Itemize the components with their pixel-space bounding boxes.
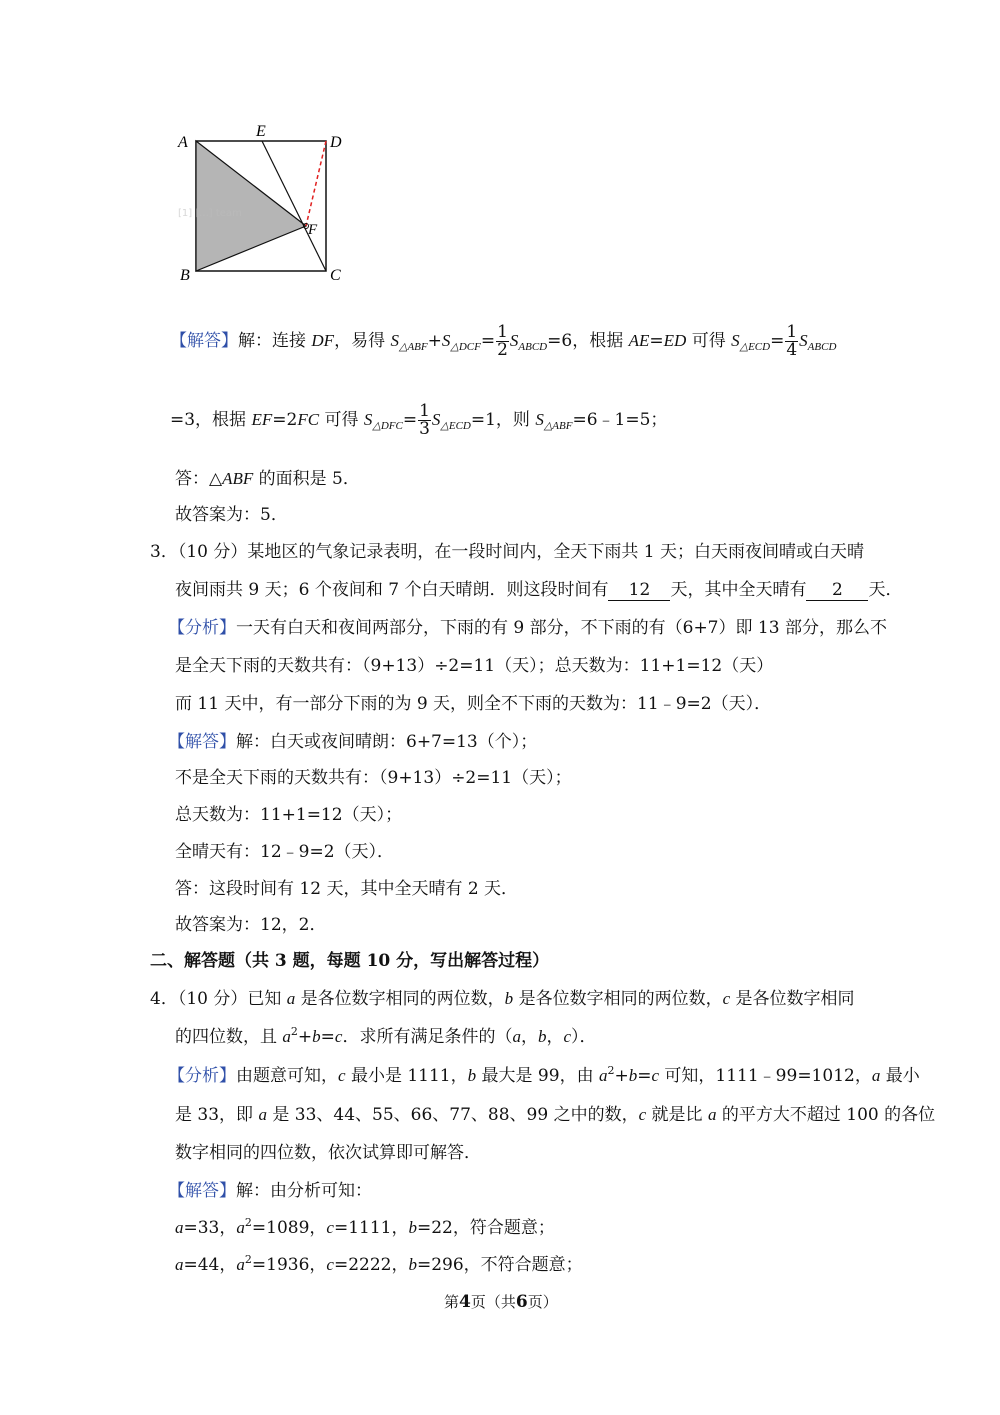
- q3-analysis-line1: [168, 613, 887, 638]
- text: 是 33、44、55、66、77、88、99 之中的数，: [266, 1105, 639, 1125]
- fraction: [418, 403, 431, 438]
- text: +: [427, 331, 442, 351]
- answer-blank-1: 12: [608, 580, 670, 601]
- var-c: c: [651, 1066, 660, 1085]
- text: ）．: [571, 1027, 597, 1047]
- subscript: ABCD: [807, 341, 837, 353]
- fraction-denominator: 4: [786, 340, 798, 360]
- q2-final-answer: 故答案为：5．: [175, 505, 288, 525]
- label-f: F: [308, 222, 318, 238]
- segment-df-dashed: [306, 141, 326, 226]
- text: =3，根据: [170, 410, 252, 430]
- var: ABF: [222, 469, 254, 488]
- q4-analysis-line1: [168, 1061, 920, 1086]
- solution-tag: 【解答】: [170, 331, 238, 351]
- solution-tag: 【解答】: [168, 732, 236, 752]
- text: =1111，: [333, 1218, 409, 1238]
- var-a: a: [258, 1105, 267, 1124]
- superscript: 2: [244, 1253, 252, 1266]
- var: EF: [251, 410, 273, 429]
- var-c: c: [326, 1218, 334, 1237]
- subscript: △ECD: [440, 420, 471, 432]
- text: =6，根据: [547, 331, 629, 351]
- var-a: a: [236, 1218, 245, 1237]
- subscript: △ECD: [739, 341, 771, 353]
- q2-answer: [175, 464, 360, 489]
- text: 的面积是 5．: [253, 469, 360, 489]
- label-b: B: [180, 267, 190, 284]
- text: =: [402, 410, 418, 430]
- text: =33，: [183, 1218, 237, 1238]
- text: 4．（10 分）已知: [150, 989, 287, 1009]
- text: 是各位数字相同的两位数，: [513, 989, 723, 1009]
- q4-solution-row2: [175, 1250, 583, 1275]
- area-symbol: S: [390, 331, 399, 350]
- var-c: c: [563, 1027, 571, 1046]
- area-symbol: S: [799, 331, 808, 350]
- label-e: E: [256, 123, 266, 140]
- q4-stem-line1: [150, 984, 855, 1009]
- text: +: [297, 1027, 313, 1047]
- q3-stem-line1: 3．（10 分）某地区的气象记录表明，在一段时间内，全天下雨共 1 天；白天雨夜间晴或白天晴: [150, 542, 864, 562]
- text: 可得: [686, 331, 732, 351]
- fraction-numerator: 1: [497, 322, 508, 342]
- label-c: C: [330, 267, 341, 284]
- q3-solution-line3: 总天数为：11+1=12（天）；: [175, 805, 403, 825]
- var-a: a: [286, 989, 296, 1008]
- q2-solution-line2: [170, 403, 667, 438]
- page-footer: [444, 1291, 558, 1312]
- text: =: [649, 331, 664, 351]
- shaded-triangle-abf: [196, 141, 306, 271]
- text: 一天有白天和夜间两部分，下雨的有 9 部分，不下雨的有（6+7）即 13 部分，那么不: [236, 618, 887, 638]
- text: =6﹣1=5；: [572, 410, 668, 430]
- text: =: [480, 331, 496, 351]
- fraction: [496, 324, 509, 359]
- var-a: a: [512, 1027, 521, 1046]
- var-a: a: [871, 1066, 881, 1085]
- text: 是各位数字相同: [730, 989, 855, 1009]
- text: ，: [546, 1027, 564, 1047]
- text: 解：白天或夜间晴朗：6+7=13（个）；: [236, 732, 538, 752]
- fraction: [785, 324, 798, 359]
- text: 最大是 99，由: [476, 1066, 599, 1086]
- total-pages: 6: [515, 1292, 528, 1312]
- text: =1089，: [251, 1218, 327, 1238]
- text: =: [320, 1027, 335, 1047]
- q4-analysis-line3: 数字相同的四位数，依次试算即可解答．: [175, 1143, 481, 1163]
- var: FC: [297, 410, 320, 429]
- text: ，: [520, 1027, 538, 1047]
- area-symbol: S: [441, 331, 451, 350]
- text: 天，其中全天晴有: [670, 580, 807, 600]
- text: 页（共: [470, 1293, 516, 1311]
- var-b: b: [408, 1255, 417, 1274]
- var-c: c: [638, 1105, 647, 1124]
- var-a: a: [598, 1066, 608, 1085]
- area-symbol: S: [431, 410, 441, 429]
- q4-stem-line2: [175, 1022, 597, 1047]
- q3-solution-line4: 全晴天有：12﹣9=2（天）．: [175, 842, 395, 862]
- text: 可得: [319, 410, 364, 430]
- text: 的四位数，且: [175, 1027, 283, 1047]
- area-symbol: S: [731, 331, 740, 350]
- text: 由题意可知，: [236, 1066, 338, 1086]
- fraction-numerator: 1: [786, 322, 798, 342]
- var-b: b: [467, 1066, 477, 1085]
- analysis-tag: 【分析】: [168, 618, 236, 638]
- text: 页）: [527, 1293, 558, 1311]
- q4-solution-line1: [168, 1176, 372, 1201]
- text: =1，则: [470, 410, 536, 430]
- geometry-figure: [170, 118, 360, 288]
- q3-solution-line5: 答：这段时间有 12 天，其中全天晴有 2 天．: [175, 879, 519, 899]
- var-a: a: [175, 1218, 184, 1237]
- var-b: b: [504, 989, 514, 1008]
- area-symbol: S: [363, 410, 373, 429]
- var-b: b: [628, 1066, 638, 1085]
- var: AE: [628, 331, 650, 350]
- q3-solution-line1: [168, 727, 537, 752]
- text: 是 33，即: [175, 1105, 259, 1125]
- var-c: c: [334, 1027, 343, 1046]
- text: =1936，: [251, 1255, 327, 1275]
- subscript: △ABF: [543, 420, 573, 432]
- fraction-numerator: 1: [419, 401, 430, 421]
- q4-analysis-line2: [175, 1100, 935, 1125]
- var-c: c: [338, 1066, 346, 1085]
- text: =2222，: [333, 1255, 409, 1275]
- text: 的平方大不超过 100 的各位: [716, 1105, 936, 1125]
- subscript: △DFC: [372, 420, 403, 432]
- area-symbol: S: [509, 331, 519, 350]
- text: 可知，1111﹣99=1012，: [659, 1066, 872, 1086]
- section-title: 二、解答题（共 3 题，每题 10 分，写出解答过程）: [150, 951, 550, 971]
- text: 是各位数字相同的两位数，: [295, 989, 505, 1009]
- var-b: b: [312, 1027, 321, 1046]
- text: =: [770, 331, 785, 351]
- fraction-denominator: 2: [497, 340, 508, 360]
- text: 第: [444, 1293, 460, 1311]
- superscript: 2: [607, 1064, 615, 1077]
- q3-stem-line2: [175, 575, 902, 601]
- text: 夜间雨共 9 天；6 个夜间和 7 个白天晴朗．则这段时间有: [175, 580, 609, 600]
- text: 最小: [880, 1066, 920, 1086]
- var-b: b: [537, 1027, 547, 1046]
- var-a: a: [175, 1255, 184, 1274]
- var-a: a: [236, 1255, 245, 1274]
- area-symbol: S: [535, 410, 544, 429]
- text: 天．: [868, 580, 903, 600]
- text: ．求所有满足条件的（: [342, 1027, 513, 1047]
- q3-final-answer: 故答案为：12，2．: [175, 915, 327, 935]
- var: DF: [311, 331, 335, 350]
- text: 最小是 1111，: [345, 1066, 468, 1086]
- var-c: c: [326, 1255, 334, 1274]
- var-a: a: [707, 1105, 717, 1124]
- var-c: c: [722, 989, 731, 1008]
- q3-analysis-line2: 是全天下雨的天数共有：（9+13）÷2=11（天）；总天数为：11+1=12（天）: [175, 656, 774, 676]
- text: +: [614, 1066, 629, 1086]
- text: =44，: [183, 1255, 237, 1275]
- subscript: ABCD: [518, 341, 548, 353]
- analysis-tag: 【分析】: [168, 1066, 236, 1086]
- text: =2: [272, 410, 298, 430]
- label-a: A: [178, 134, 188, 151]
- q4-solution-row1: [175, 1213, 555, 1238]
- text: =22，符合题意；: [416, 1218, 555, 1238]
- text: 答：△: [175, 469, 223, 489]
- fraction-denominator: 3: [419, 419, 430, 439]
- subscript: △DCF: [450, 341, 481, 353]
- solution-tag: 【解答】: [168, 1181, 236, 1201]
- page-number: 4: [459, 1292, 471, 1312]
- text: =: [637, 1066, 652, 1086]
- text: 解：由分析可知：: [236, 1181, 372, 1201]
- subscript: △ABF: [398, 341, 428, 353]
- text: ，易得: [334, 331, 391, 351]
- answer-blank-2: 2: [806, 580, 868, 601]
- text: 解：连接: [238, 331, 312, 351]
- superscript: 2: [244, 1216, 252, 1229]
- watermark-text: [1] [...] team: [178, 208, 242, 219]
- q3-solution-line2: 不是全天下雨的天数共有：（9+13）÷2=11（天）；: [175, 768, 572, 788]
- q3-analysis-line3: 而 11 天中，有一部分下雨的为 9 天，则全不下雨的天数为：11﹣9=2（天）．: [175, 694, 772, 714]
- q2-solution-line1: [170, 324, 836, 359]
- text: 就是比: [646, 1105, 708, 1125]
- var-b: b: [408, 1218, 417, 1237]
- text: =296，不符合题意；: [416, 1255, 583, 1275]
- superscript: 2: [290, 1025, 298, 1038]
- var: ED: [663, 331, 687, 350]
- var-a: a: [282, 1027, 291, 1046]
- label-d: D: [330, 134, 342, 151]
